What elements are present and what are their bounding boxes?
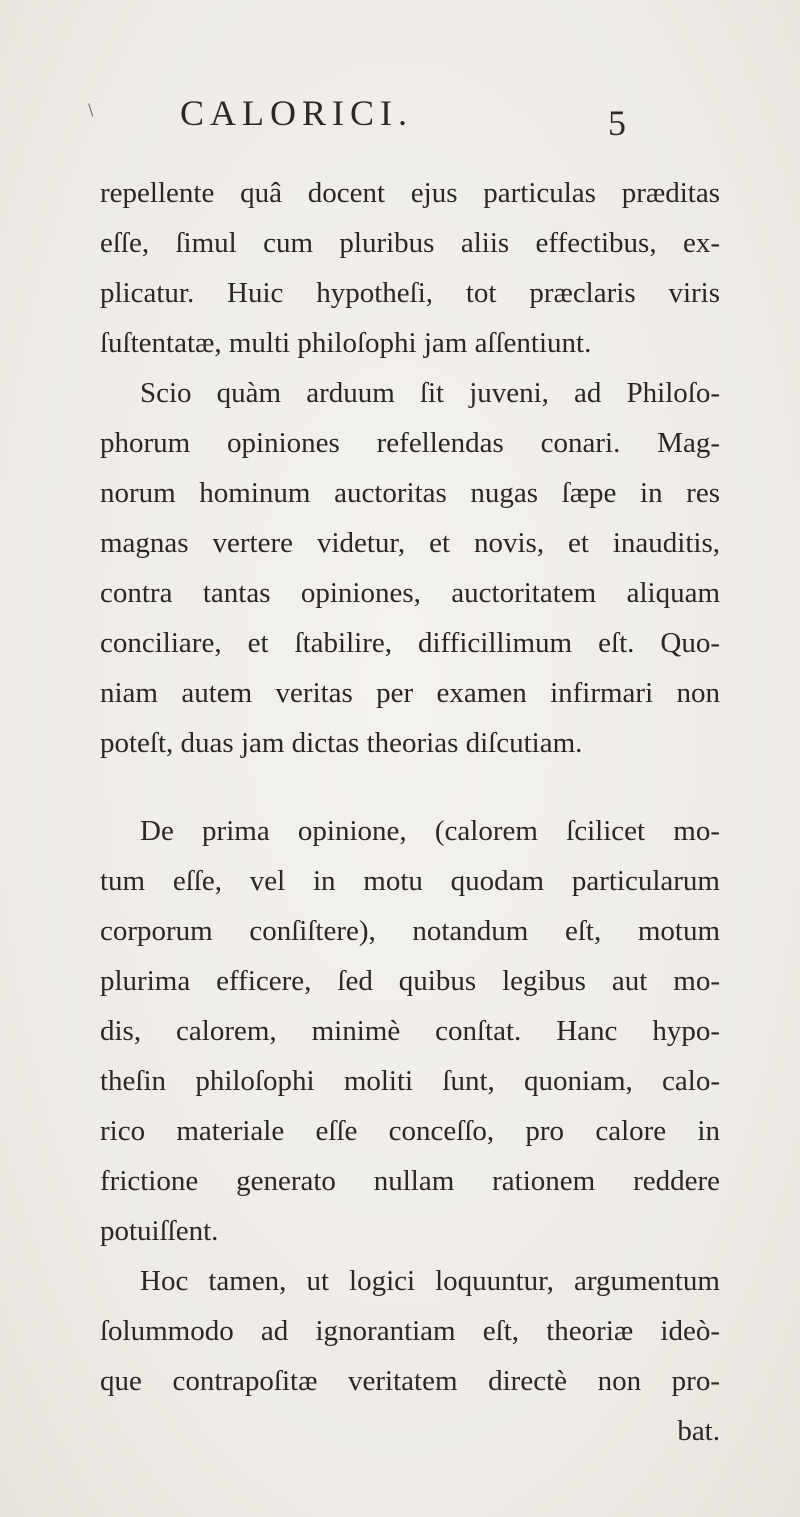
text-line: Scio quàm arduum ſit juveni, ad Philoſo- xyxy=(140,377,720,409)
text-line: tum eſſe, vel in motu quodam particularum xyxy=(100,865,720,897)
paragraph-4 xyxy=(100,1256,720,1406)
text-line: magnas vertere videtur, et novis, et inauditis, xyxy=(100,527,720,559)
page-number: 5 xyxy=(608,103,626,143)
running-title: CALORICI. xyxy=(180,93,413,133)
text-line: niam autem veritas per examen infirmari non xyxy=(100,677,720,709)
text-line: eſſe, ſimul cum pluribus aliis effectibus, ex- xyxy=(100,227,720,259)
page-header xyxy=(0,92,800,152)
text-line: que contrapoſitæ veritatem directè non pro- xyxy=(100,1365,720,1397)
paragraph-2 xyxy=(100,368,720,768)
paragraph-1 xyxy=(100,168,720,368)
text-line: De prima opinione, (calorem ſcilicet mo- xyxy=(140,815,720,847)
text-line: phorum opiniones refellendas conari. Mag- xyxy=(100,427,720,459)
text-line: plurima efficere, ſed quibus legibus aut mo- xyxy=(100,965,720,997)
text-line: dis, calorem, minimè conſtat. Hanc hypo- xyxy=(100,1015,720,1047)
text-line: frictione generato nullam rationem reddere xyxy=(100,1165,720,1197)
text-line: theſin philoſophi moliti ſunt, quoniam, calo- xyxy=(100,1065,720,1097)
text-line: norum hominum auctoritas nugas ſæpe in res xyxy=(100,477,720,509)
body-text xyxy=(100,168,720,1456)
text-line: contra tantas opiniones, auctoritatem aliquam xyxy=(100,577,720,609)
text-line: poteſt, duas jam dictas theorias diſcutiam. xyxy=(100,727,583,759)
margin-mark: \ xyxy=(88,100,94,119)
text-line: corporum conſiſtere), notandum eſt, motum xyxy=(100,915,720,947)
text-line: ſuſtentatæ, multi philoſophi jam aſſentiunt. xyxy=(100,327,592,359)
text-line: rico materiale eſſe conceſſo, pro calore in xyxy=(100,1115,720,1147)
text-line: potuiſſent. xyxy=(100,1215,219,1247)
paragraph-3 xyxy=(100,806,720,1256)
text-line: conciliare, et ſtabilire, difficillimum eſt. Quo- xyxy=(100,627,720,659)
catchword: bat. xyxy=(677,1415,720,1447)
text-line: repellente quâ docent ejus particulas præditas xyxy=(100,177,720,209)
text-line: plicatur. Huic hypotheſi, tot præclaris viris xyxy=(100,277,720,309)
paragraph-gap xyxy=(100,768,720,806)
text-line: Hoc tamen, ut logici loquuntur, argumentum xyxy=(140,1265,720,1297)
text-line: ſolummodo ad ignorantiam eſt, theoriæ ideò- xyxy=(100,1315,720,1347)
